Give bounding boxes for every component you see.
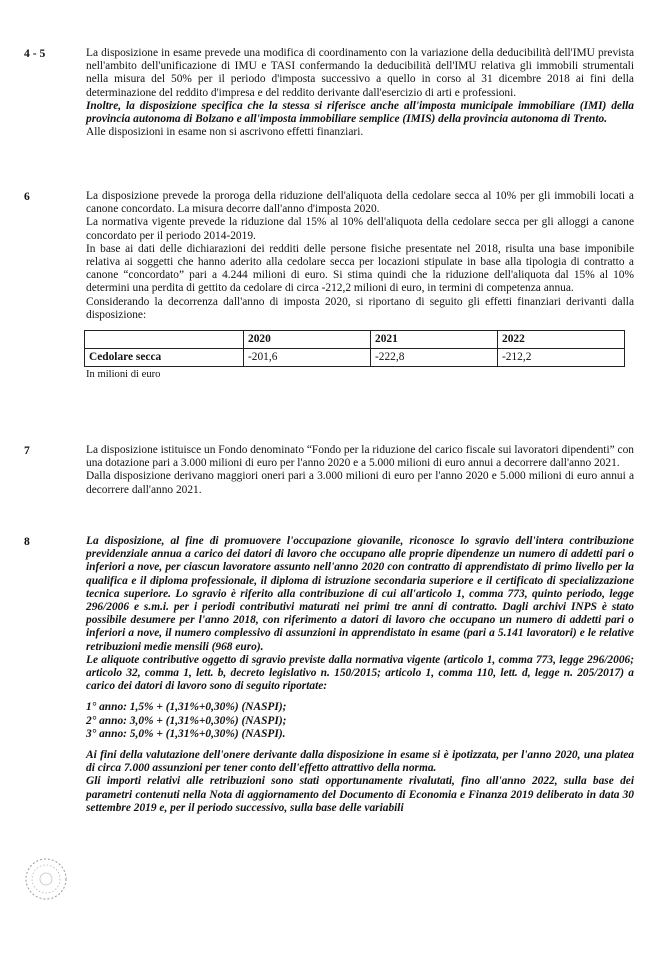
table-header-row: [85, 331, 625, 349]
section-number: 7: [24, 444, 30, 457]
list-item: 3° anno: 5,0% + (1,31%+0,30%) (NASPI).: [86, 727, 286, 740]
section-body: [86, 190, 634, 382]
table-cell: -201,6: [244, 349, 371, 367]
financial-effects-table: [84, 330, 625, 367]
section-body: [86, 444, 634, 497]
list-item: 1° anno: 1,5% + (1,31%+0,30%) (NASPI);: [86, 701, 287, 714]
paragraph: Alle disposizioni in esame non si ascrivono effetti finanziari.: [86, 126, 364, 139]
table-row: [85, 349, 625, 367]
paragraph-emphasis: Inoltre, la disposizione specifica che la stessa si riferisce anche all'imposta municipale immobiliare (IMI) della provincia autonoma di Bolzano e all'imposta immobiliare semplice (IMIS) della provincia autonoma di Trento.: [86, 99, 634, 126]
paragraph: La normativa vigente prevede la riduzione dal 15% al 10% dell'aliquota della cedolare secca per gli alloggi a canone concordato per il periodo 2014-2019.: [86, 216, 634, 242]
table-cell: -222,8: [371, 349, 498, 367]
paragraph-emphasis: La disposizione, al fine di promuovere l'occupazione giovanile, riconosce lo sgravio dell'intera contribuzione previdenziale annua a carico dei datori di lavoro che occupano alle proprie dipendenze un numero di addetti pari o inferiori a nove, per ciascun lavoratore assunto nell'anno 2020 con contratto di apprendistato di primo livello per la qualifica e il diploma professionale, il diploma di istruzione secondaria superiore e il certificato di specializzazione tecnica superiore. Lo sgravio è riferito alla contribuzione di cui all'articolo 1, comma 773, quinto periodo, legge 296/2006 e s.m.i. per i periodi contributivi maturati nei primi tre anni di contratto. Dagli archivi INPS è stato possibile desumere per l'anno 2018, con riferimento a datori di lavoro che occupano un numero di addetti pari o inferiori a nove, il numero complessivo di assunzioni in apprendistato in esame (pari a 5.141 lavoratori) e le relative retribuzioni medie mensili (968 euro).: [86, 535, 634, 653]
paragraph: Dalla disposizione derivano maggiori oneri pari a 3.000 milioni di euro per l'anno 2020 e 5.000 milioni di euro annui a decorrere dall'anno 2021.: [86, 470, 634, 496]
table-row-label: Cedolare secca: [85, 349, 244, 367]
table-header-cell: 2020: [244, 331, 371, 349]
stamp-seal-icon: [22, 855, 70, 903]
paragraph-emphasis: Gli importi relativi alle retribuzioni sono stati opportunamente rivalutati, fino all'anno 2022, sulla base dei parametri contenuti nella Nota di aggiornamento del Documento di Economia e Finanza 2019 deliberato in data 30 settembre 2019 e, per il periodo successivo, sulla base delle variabili: [86, 775, 634, 814]
paragraph: La disposizione in esame prevede una modifica di coordinamento con la variazione della deducibilità dell'IMU prevista nell'ambito dell'unificazione di IMU e TASI confermando la deducibilità dell'IMU relativa gli immobili strumentali nella misura del 50% per il periodo d'imposta successivo a quello in corso al 31 dicembre 2018 ai fini della determinazione del reddito d'impresa e del reddito derivante dall'esercizio di arti e professioni.: [86, 47, 634, 99]
table-header-cell: [85, 331, 244, 349]
paragraph: La disposizione prevede la proroga della riduzione dell'aliquota della cedolare secca al 10% per gli immobili locati a canone concordato. La misura decorre dall'anno d'imposta 2020.: [86, 190, 634, 216]
section-number: 6: [24, 190, 30, 203]
paragraph-emphasis: Le aliquote contributive oggetto di sgravio previste dalla normativa vigente (articolo 1, comma 773, legge 296/2006; articolo 32, comma 1, lett. b, decreto legislativo n. 150/2015; articolo 1, comma 110, lett. d, legge n. 205/2017) a carico dei datori di lavoro sono di seguito riportate:: [86, 653, 634, 693]
section-body: [86, 47, 634, 139]
paragraph: In base ai dati delle dichiarazioni dei redditi delle persone fisiche presentate nel 2018, risulta una base imponibile relativa ai soggetti che hanno aderito alla cedolare secca per locazioni stipulate in base alla tipologia di contratto a canone “concordato” pari a 4.244 milioni di euro. Si stima quindi che la riduzione dell'aliquota dal 15% al 10% determini una perdita di gettito da cedolare di circa -212,2 milioni di euro, in termini di competenza annua.: [86, 242, 634, 295]
paragraph: Considerando la decorrenza dall'anno di imposta 2020, si riportano di seguito gli effetti finanziari derivanti dalla disposizione:: [86, 295, 634, 321]
paragraph-emphasis: Ai fini della valutazione dell'onere derivante dalla disposizione in esame si è ipotizzata, per l'anno 2020, una platea di circa 7.000 assunzioni per tener conto dell'effetto attrattivo della norma.: [86, 749, 634, 775]
table-header-cell: 2022: [498, 331, 625, 349]
section-body: [86, 535, 634, 815]
rates-list: [86, 701, 634, 741]
paragraph: La disposizione istituisce un Fondo denominato “Fondo per la riduzione del carico fiscale sui lavoratori dipendenti” con una dotazione pari a 3.000 milioni di euro per l'anno 2020 e a 5.000 milioni di euro annui a decorrere dall'anno 2021.: [86, 444, 634, 470]
table-header-cell: 2021: [371, 331, 498, 349]
section-number: 8: [24, 535, 30, 548]
table-cell: -212,2: [498, 349, 625, 367]
section-number: 4 - 5: [24, 47, 46, 60]
table-unit-note: In milioni di euro: [86, 369, 161, 381]
list-item: 2° anno: 3,0% + (1,31%+0,30%) (NASPI);: [86, 714, 287, 727]
